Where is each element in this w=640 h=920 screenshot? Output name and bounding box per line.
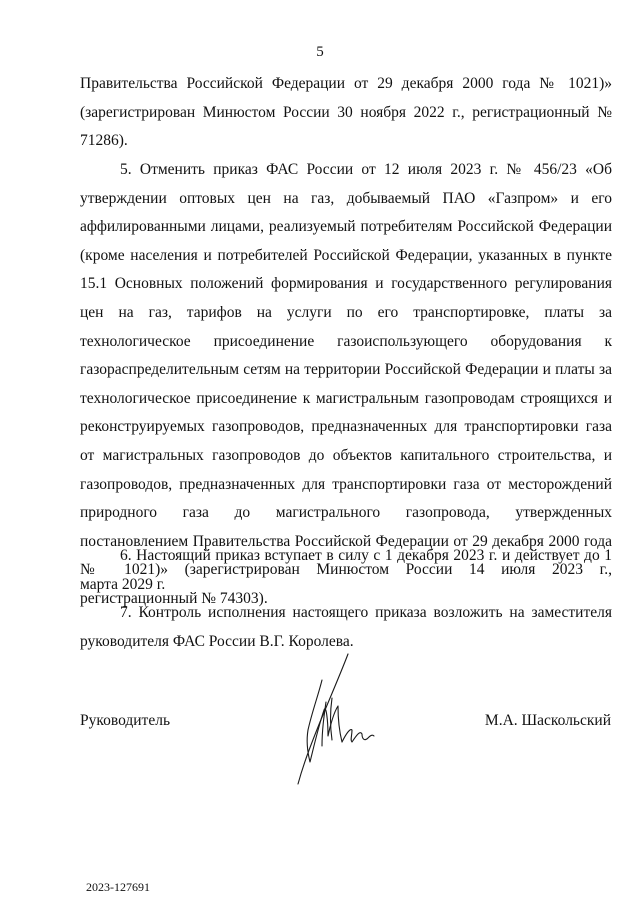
paragraph-item-6: 6. Настоящий приказ вступает в силу с 1 декабря 2023 г. и действует до 1 марта 2029 г. [80, 547, 612, 593]
signature-role: Руководитель [80, 712, 171, 729]
page-number: 5 [316, 44, 324, 60]
signatory-name: М.А. Шаскольский [484, 712, 611, 729]
paragraph-item-7: 7. Контроль исполнения настоящего приказа возложить на заместителя руководителя ФАС России В.Г. Королева. [80, 604, 612, 650]
paragraph-continuation: Правительства Российской Федерации от 29 декабря 2000 года № 1021)» (зарегистрирован Минюстом России 30 ноября 2022 г., регистрационный № 71286). [80, 75, 612, 150]
document-number: 2023-127691 [86, 880, 150, 894]
paragraph-item-5: 5. Отменить приказ ФАС России от 12 июля 2023 г. № 456/23 «Об утверждении оптовых цен на газ, добываемый ПАО «Газпром» и его аффилированными лицами, реализуемый потребителям Российской Федерации (кроме населения и потребителей Российской Федерации, указанных в пункте 15.1 Основных положений формирования и государственного регулирования цен на газ, тарифов на услуги по его транспортировке, платы за технологическое присоединение газоиспользующего оборудования к газораспределительным сетям на территории Российской Федерации и платы за технологическое присоединение к магистральным газопроводам строящихся и реконструируемых газопроводов, предназначенных для транспортировки газа от магистральных газопроводов до объектов капитального строительства, и газопроводов, предназначенных для транспортировки газа от месторождений природного газа до магистрального газопровода, утвержденных постановлением Правительства Российской Федерации от 29 декабря 2000 года № 1021)» (зарегистрирован Минюстом России 14 июля 2023 г., регистрационный № 74303). [80, 161, 612, 607]
handwritten-signature [286, 650, 378, 790]
